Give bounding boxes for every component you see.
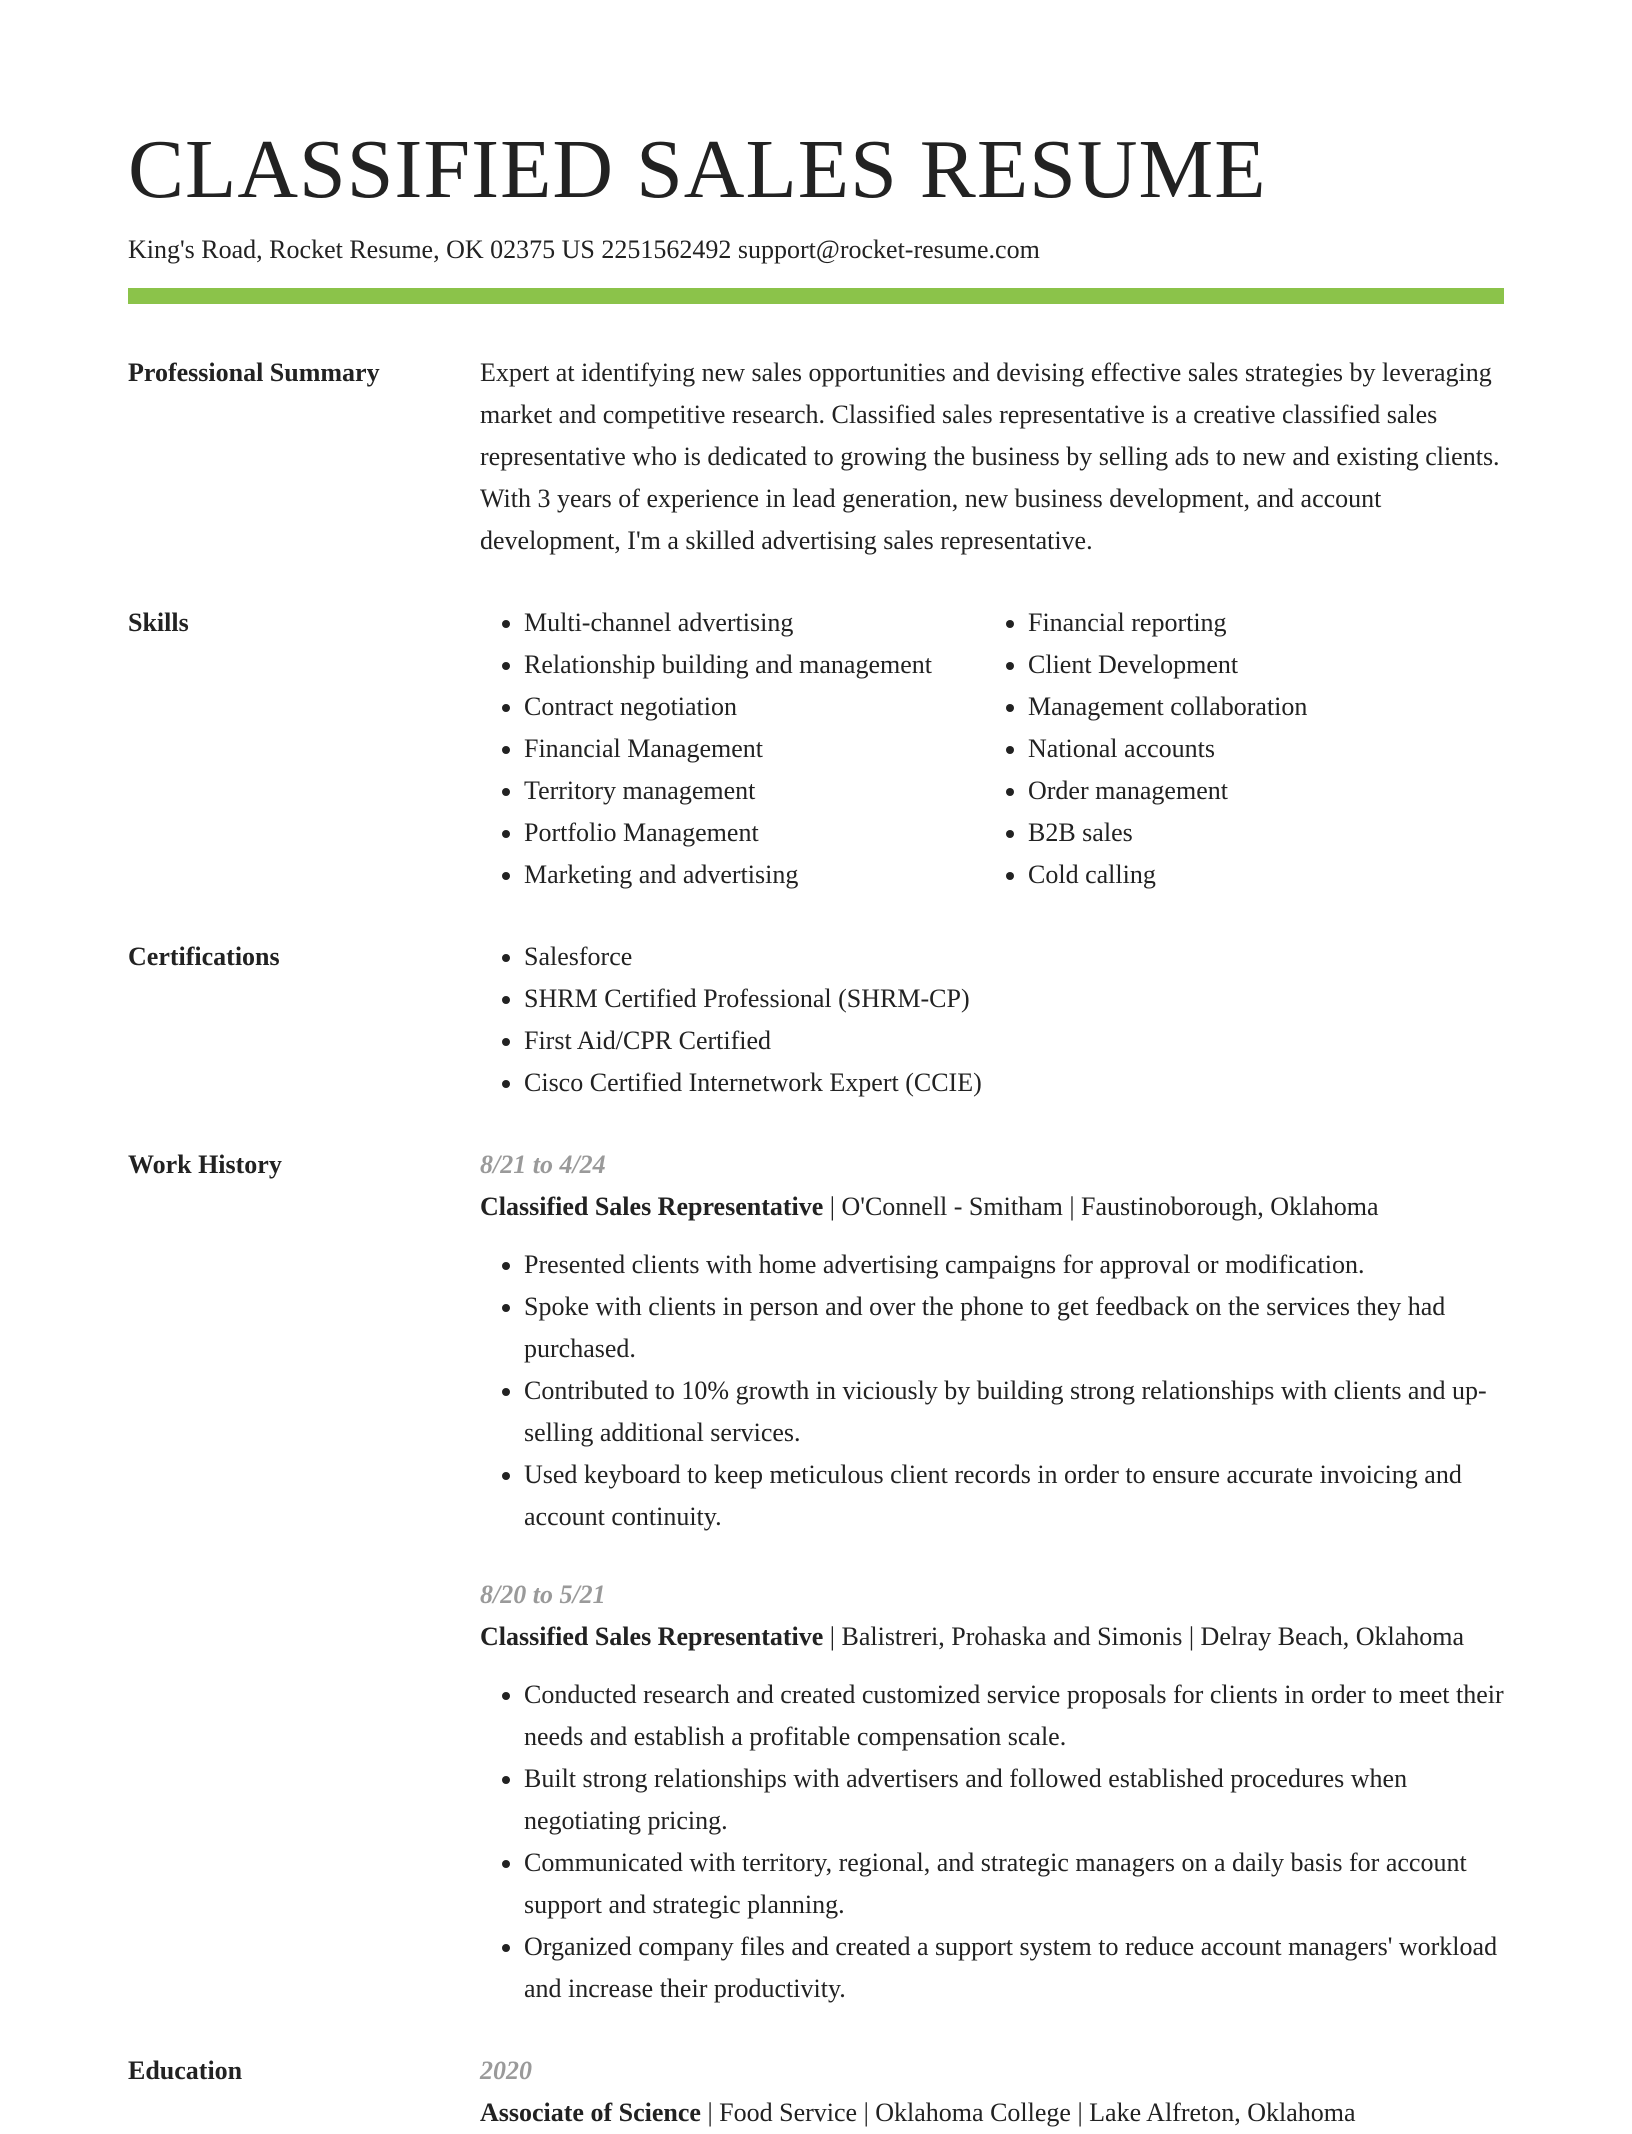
skills-grid <box>480 602 1504 896</box>
job-bullet: • Spoke with clients in person and over the phone to get feedback on the services they had purchased. <box>524 1286 1504 1370</box>
skill-item: • Multi-channel advertising <box>524 602 984 644</box>
job-entry <box>480 1574 1504 2010</box>
skill-item: • Relationship building and management <box>524 644 984 686</box>
education-line <box>480 2092 1504 2134</box>
skill-item: • Portfolio Management <box>524 812 984 854</box>
job-bullets <box>480 1674 1504 2010</box>
resume-page <box>128 120 1504 2134</box>
education-degree: Associate of Science <box>480 2098 701 2127</box>
skill-item: • Financial reporting <box>1028 602 1307 644</box>
skill-item: • Cold calling <box>1028 854 1307 896</box>
skills-label: Skills <box>128 608 189 637</box>
skill-item: • Management collaboration <box>1028 686 1307 728</box>
skill-item: • B2B sales <box>1028 812 1307 854</box>
skill-item: • Order management <box>1028 770 1307 812</box>
education-label: Education <box>128 2056 243 2085</box>
work-history-section <box>128 1144 1504 2010</box>
education-section <box>128 2050 1504 2134</box>
certifications-section <box>128 936 1504 1104</box>
certifications-list <box>480 936 1504 1104</box>
job-employer: | Balistreri, Prohaska and Simonis | Delray Beach, Oklahoma <box>823 1622 1465 1651</box>
job-employer: | O'Connell - Smitham | Faustinoborough, Oklahoma <box>823 1192 1379 1221</box>
job-bullet: • Contributed to 10% growth in viciously by building strong relationships with clients and up-selling additional services. <box>524 1370 1504 1454</box>
contact-info: King's Road, Rocket Resume, OK 02375 US 2251562492 support@rocket-resume.com <box>128 235 1040 264</box>
job-bullets <box>480 1244 1504 1538</box>
job-title-line <box>480 1186 1504 1228</box>
work-history-label: Work History <box>128 1150 282 1179</box>
skills-column-2 <box>984 602 1307 896</box>
skill-item: • Financial Management <box>524 728 984 770</box>
certification-item: • SHRM Certified Professional (SHRM-CP) <box>524 978 1504 1020</box>
certification-item: • Salesforce <box>524 936 1504 978</box>
job-bullet: • Presented clients with home advertising campaigns for approval or modification. <box>524 1244 1504 1286</box>
summary-text: Expert at identifying new sales opportunities and devising effective sales strategies by leveraging market and competitive research. Classified sales representative is a creative classified sales representative who is dedicated to growing the business by selling ads to new and existing clients. With 3 years of experience in lead generation, new business development, and account development, I'm a skilled advertising sales representative. <box>480 358 1500 555</box>
certifications-label: Certifications <box>128 942 280 971</box>
summary-section <box>128 352 1504 562</box>
summary-label: Professional Summary <box>128 358 380 387</box>
skill-item: • Territory management <box>524 770 984 812</box>
job-role: Classified Sales Representative <box>480 1192 824 1221</box>
skill-item: • Contract negotiation <box>524 686 984 728</box>
skills-section <box>128 602 1504 896</box>
job-bullet: • Communicated with territory, regional, and strategic managers on a daily basis for account support and strategic planning. <box>524 1842 1504 1926</box>
resume-title: CLASSIFIED SALES RESUME <box>128 123 1267 216</box>
certification-item: • Cisco Certified Internetwork Expert (CCIE) <box>524 1062 1504 1104</box>
job-role: Classified Sales Representative <box>480 1622 824 1651</box>
job-bullet: • Used keyboard to keep meticulous client records in order to ensure accurate invoicing and account continuity. <box>524 1454 1504 1538</box>
skill-item: • Client Development <box>1028 644 1307 686</box>
job-bullet: • Conducted research and created customized service proposals for clients in order to meet their needs and establish a profitable compensation scale. <box>524 1674 1504 1758</box>
job-dates: 8/20 to 5/21 <box>480 1580 606 1609</box>
job-bullet: • Built strong relationships with advertisers and followed established procedures when negotiating pricing. <box>524 1758 1504 1842</box>
skill-item: • Marketing and advertising <box>524 854 984 896</box>
job-dates: 8/21 to 4/24 <box>480 1150 606 1179</box>
job-entry <box>480 1144 1504 1538</box>
job-title-line <box>480 1616 1504 1658</box>
accent-divider <box>128 288 1504 304</box>
education-details: | Food Service | Oklahoma College | Lake Alfreton, Oklahoma <box>700 2098 1356 2127</box>
skills-column-1 <box>480 602 984 896</box>
skill-item: • National accounts <box>1028 728 1307 770</box>
job-bullet: • Organized company files and created a support system to reduce account managers' workload and increase their productivity. <box>524 1926 1504 2010</box>
education-year: 2020 <box>480 2056 532 2085</box>
certification-item: • First Aid/CPR Certified <box>524 1020 1504 1062</box>
